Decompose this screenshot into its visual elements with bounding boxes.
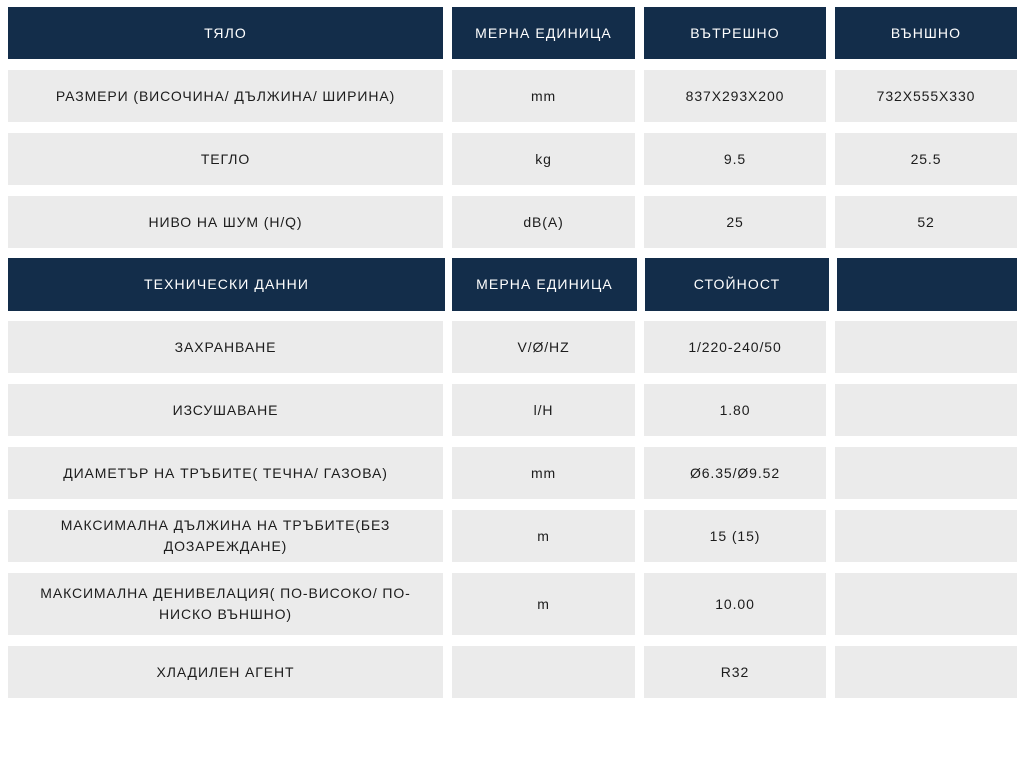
table-cell-outdoor: 25.5 [835, 133, 1017, 185]
table-cell-empty [835, 646, 1017, 698]
table-cell-parameter: ТЕГЛО [8, 133, 443, 185]
table-cell-parameter: НИВО НА ШУМ (H/Q) [8, 196, 443, 248]
table-cell-parameter: ДИАМЕТЪР НА ТРЪБИТЕ( ТЕЧНА/ ГАЗОВА) [8, 447, 443, 499]
table-cell-unit: kg [452, 133, 635, 185]
table-cell-parameter: МАКСИМАЛНА ДЕНИВЕЛАЦИЯ( ПО-ВИСОКО/ ПО-НИСКО ВЪНШНО) [8, 573, 443, 635]
table-cell-outdoor: 52 [835, 196, 1017, 248]
table-cell-unit: m [452, 573, 635, 635]
table-cell-unit: mm [452, 447, 635, 499]
header-cell-value: СТОЙНОСТ [645, 258, 829, 311]
table-cell-empty [835, 573, 1017, 635]
table-cell-value: 15 (15) [644, 510, 826, 562]
table-cell-parameter: ХЛАДИЛЕН АГЕНТ [8, 646, 443, 698]
table-cell-indoor: 837X293X200 [644, 70, 826, 122]
header-cell-body: ТЯЛО [8, 7, 443, 59]
table-cell-unit [452, 646, 635, 698]
table-cell-parameter: ИЗСУШАВАНЕ [8, 384, 443, 436]
table-cell-unit: mm [452, 70, 635, 122]
table-cell-outdoor: 732X555X330 [835, 70, 1017, 122]
table-cell-indoor: 9.5 [644, 133, 826, 185]
header-cell-outdoor: ВЪНШНО [835, 7, 1017, 59]
table-cell-value: R32 [644, 646, 826, 698]
header-cell-empty [837, 258, 1017, 311]
header-cell-indoor: ВЪТРЕШНО [644, 7, 826, 59]
table-cell-unit: l/H [452, 384, 635, 436]
header-cell-unit: МЕРНА ЕДИНИЦА [452, 258, 637, 311]
table-cell-unit: dB(A) [452, 196, 635, 248]
table-cell-value: 10.00 [644, 573, 826, 635]
table-cell-empty [835, 510, 1017, 562]
table-cell-parameter: МАКСИМАЛНА ДЪЛЖИНА НА ТРЪБИТЕ(БЕЗ ДОЗАРЕЖДАНЕ) [8, 510, 443, 562]
table-cell-empty [835, 447, 1017, 499]
header-cell-technical-data: ТЕХНИЧЕСКИ ДАННИ [8, 258, 445, 311]
header-cell-unit: МЕРНА ЕДИНИЦА [452, 7, 635, 59]
table-cell-value: 1/220-240/50 [644, 321, 826, 373]
table-cell-indoor: 25 [644, 196, 826, 248]
table-cell-unit: m [452, 510, 635, 562]
table-cell-value: 1.80 [644, 384, 826, 436]
table-cell-empty [835, 384, 1017, 436]
table-cell-parameter: РАЗМЕРИ (ВИСОЧИНА/ ДЪЛЖИНА/ ШИРИНА) [8, 70, 443, 122]
table-cell-empty [835, 321, 1017, 373]
table-cell-unit: V/Ø/HZ [452, 321, 635, 373]
table-cell-value: Ø6.35/Ø9.52 [644, 447, 826, 499]
table-cell-parameter: ЗАХРАНВАНЕ [8, 321, 443, 373]
